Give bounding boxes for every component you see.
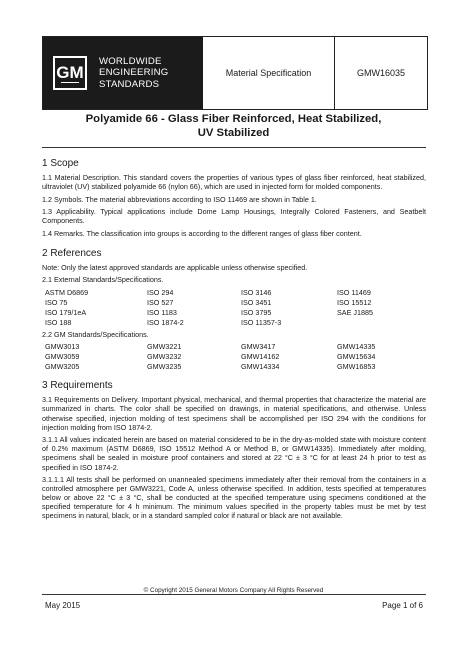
title-line: UV Stabilized [197, 127, 270, 139]
standard-ref: ISO 75 [45, 297, 68, 307]
standard-ref: ISO 294 [147, 287, 174, 297]
footer-date: May 2015 [45, 601, 81, 610]
paragraph: 3.1.1.1 All tests shall be performed on unannealed specimens immediately after their removal from the containers in a controlled atmosphere per GMW3221, Code A, unless otherwise specified. In addition, tests specified at temperatures below or above 22 °C ± 3 °C, shall be conducted at the specified temperature using specimens conditioned at the specified temperature for 4 h minimum. The minimum values specified in the property tables must be met by test specimens in natural, black, or in a standard sampled color if natural or black are not available. [42, 475, 426, 521]
paragraph: 1.2 Symbols. The material abbreviations according to ISO 11469 are shown in Table 1. [42, 194, 317, 204]
standard-ref: GMW3232 [147, 352, 182, 362]
standard-ref: GMW3013 [45, 342, 80, 352]
standard-ref: ISO 179/1eA [45, 307, 87, 317]
paragraph: 2.2 GM Standards/Specifications. [42, 329, 149, 339]
standard-ref: ISO 3795 [241, 307, 272, 317]
section-heading: 3 Requirements [42, 380, 113, 392]
section-heading: 1 Scope [42, 158, 79, 169]
standard-ref: GMW3235 [147, 362, 182, 372]
document-header [42, 36, 428, 110]
org-line: WORLDWIDE [99, 55, 162, 67]
standard-ref: ISO 1874-2 [147, 317, 184, 327]
standard-ref: ISO 3451 [241, 297, 272, 307]
paragraph: 3.1 Requirements on Delivery. Important physical, mechanical, and thermal properties that characterize the material are summarized in charts. The color shall be specified on drawings, in material specifications, and otherwise. Unless otherwise specified, injection molding of test specimens shall be accomplished per ISO 294 with the conditions for injection molding from ISO 1874-2. [42, 395, 426, 432]
standard-ref: ISO 188 [45, 317, 72, 327]
paragraph: 2.1 External Standards/Specifications. [42, 275, 164, 285]
org-line: STANDARDS [99, 78, 160, 90]
standard-ref: GMW3221 [147, 342, 182, 352]
paragraph: Note: Only the latest approved standards are applicable unless otherwise specified. [42, 262, 308, 272]
standard-ref: GMW16853 [337, 362, 376, 372]
document-body [42, 158, 426, 524]
paragraph: 1.1 Material Description. This standard covers the properties of various types of glass fiber reinforced, heat stabilized, ultraviolet (UV) stabilized polyamide 66 (nylon 66), which are used in injected form for molded components. [42, 173, 426, 192]
standard-ref: GMW14334 [241, 362, 280, 372]
standard-ref: ISO 1183 [147, 307, 177, 317]
standard-ref [337, 318, 429, 328]
paragraph: 3.1.1 All values indicated herein are based on material considered to be in the dry-as-molded state with moisture content of 0.2% maximum (ASTM D6869, ISO 15512 Method A or Method B, or GMW14335). Immediately after molding, specimens shall be sealed in moisture proof containers and stored at 22 °C ± 3 °C for at least 24 h prior to test as specified in ISO 1874-2. [42, 435, 426, 472]
title-line: Polyamide 66 - Glass Fiber Reinforced, Heat Stabilized, [85, 113, 382, 125]
doc-type: Material Specification [203, 37, 335, 109]
standard-ref: SAE J1885 [337, 307, 373, 317]
gm-standards-list [45, 342, 426, 372]
standard-ref: GMW3205 [45, 362, 80, 372]
standard-ref: GMW15634 [337, 352, 376, 362]
external-standards-list [45, 288, 426, 328]
page-number: Page 1 of 6 [382, 601, 423, 610]
standard-ref: ISO 11357-3 [241, 317, 282, 327]
standard-ref: GMW14335 [337, 342, 376, 352]
footer-divider [42, 594, 426, 595]
org-name [99, 56, 168, 91]
copyright-notice: © Copyright 2015 General Motors Company All Rights Reserved [143, 587, 324, 594]
standard-ref: ISO 3146 [241, 287, 272, 297]
section-heading: 2 References [42, 247, 102, 259]
doc-number: GMW16035 [356, 68, 406, 78]
org-line: ENGINEERING [99, 67, 169, 79]
standard-ref: ASTM D6869 [45, 287, 89, 297]
standard-ref: GMW14162 [241, 352, 280, 362]
gm-logo: GM [53, 56, 87, 90]
standard-ref: ISO 527 [147, 297, 174, 307]
standard-ref: GMW3417 [241, 342, 276, 352]
document-title [60, 112, 407, 140]
standard-ref: ISO 15512 [337, 297, 372, 307]
logo-block [43, 37, 203, 109]
paragraph: 1.3 Applicability. Typical applications include Dome Lamp Housings, Integrally Colored Fasteners, and Seatbelt Components. [42, 207, 426, 226]
standard-ref: GMW3059 [45, 352, 80, 362]
standard-ref: ISO 11469 [337, 287, 371, 297]
paragraph: 1.4 Remarks. The classification into groups is according to the different ranges of glass fiber content. [42, 228, 362, 238]
title-divider [42, 147, 426, 148]
